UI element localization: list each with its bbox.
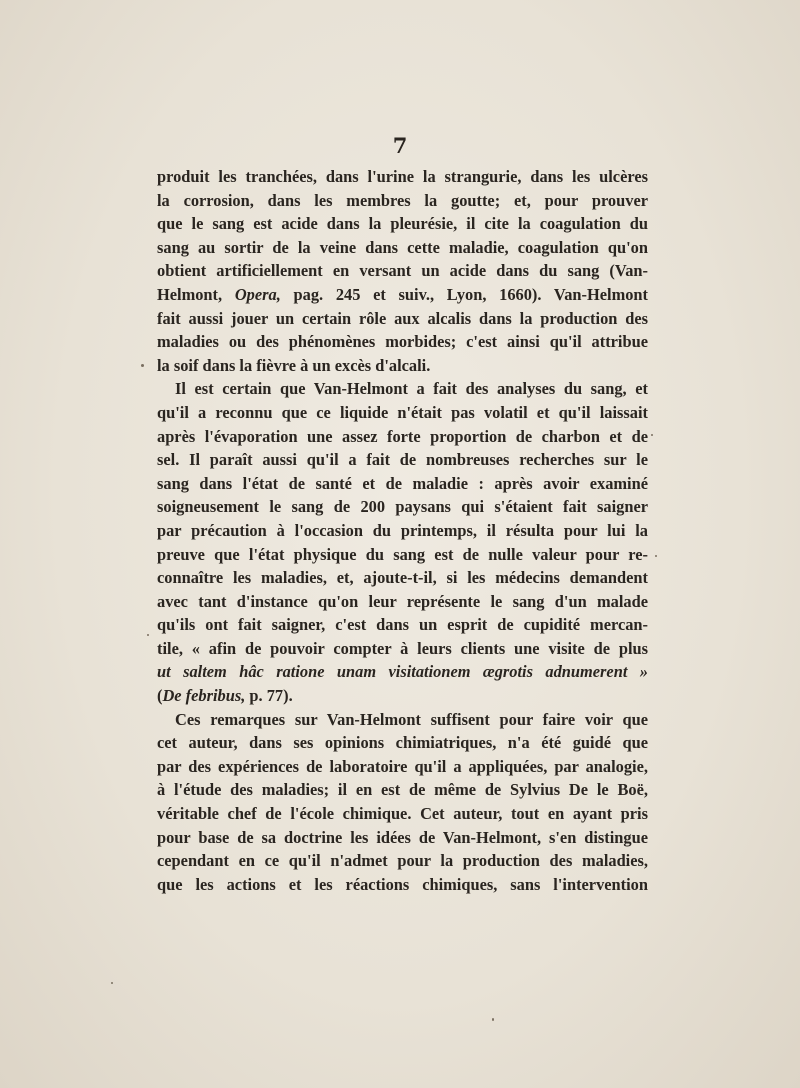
paragraph-start: Il est certain que Van-Helmont a fait des analyses du sang, et — [175, 379, 648, 399]
text-line: obtient artificiellement en versant un acide dans du sang (Van- — [157, 261, 648, 281]
text-line-citation — [157, 283, 648, 307]
paper-speck — [492, 1018, 494, 1021]
reference-rest: p. 77). — [245, 686, 293, 706]
text-line: cependant en ce qu'il n'admet pour la production des maladies, — [157, 851, 648, 871]
text-line: après l'évaporation une assez forte proportion de charbon et de — [157, 426, 648, 446]
citation-title: Opera, — [234, 284, 281, 304]
paper-speck — [111, 982, 113, 984]
text-line: véritable chef de l'école chimique. Cet auteur, tout en ayant pris — [157, 804, 648, 824]
paper-speck — [655, 555, 657, 557]
paper-speck — [141, 364, 144, 367]
text-line-reference — [157, 684, 648, 708]
text-line: connaître les maladies, et, ajoute-t-il, si les médecins demandent — [157, 568, 648, 588]
text-line: avec tant d'instance qu'on leur représente le sang d'un malade — [157, 591, 648, 611]
paper-speck — [651, 434, 653, 436]
citation-rest: pag. 245 et suiv., Lyon, 1660). Van-Helmont — [280, 284, 648, 304]
paper-speck — [147, 634, 149, 636]
text-line: soigneusement le sang de 200 paysans qui s'étaient fait saigner — [157, 497, 648, 517]
text-line: que les actions et les réactions chimiques, sans l'intervention — [157, 874, 648, 894]
text-line: cet auteur, dans ses opinions chimiatriques, n'a été guidé que — [157, 733, 648, 753]
citation-author: Helmont, — [157, 284, 235, 304]
body-text — [157, 165, 648, 896]
text-line: tile, « afin de pouvoir compter à leurs clients une visite de plus — [157, 638, 648, 658]
text-line: la corrosion, dans les membres la goutte; et, pour prouver — [157, 190, 648, 210]
paragraph-start: Ces remarques sur Van-Helmont suffisent pour faire voir que — [175, 709, 648, 729]
text-line: par des expériences de laboratoire qu'il a appliquées, par analogie, — [157, 756, 648, 776]
text-line: sel. Il paraît aussi qu'il a fait de nombreuses recherches sur le — [157, 450, 648, 470]
text-line: maladies ou des phénomènes morbides; c'est ainsi qu'il attribue — [157, 332, 648, 352]
text-line: par précaution à l'occasion du printemps, il résulta pour lui la — [157, 520, 648, 540]
text-line: fait aussi jouer un certain rôle aux alcalis dans la production des — [157, 308, 648, 328]
text-line: produit les tranchées, dans l'urine la strangurie, dans les ulcères — [157, 167, 648, 186]
latin-quote-line — [157, 660, 648, 684]
page-number: 7 — [392, 133, 408, 158]
text-line: à l'étude des maladies; il en est de même de Sylvius De le Boë, — [157, 780, 648, 800]
text-line: sang au sortir de la veine dans cette maladie, coagulation qu'on — [157, 237, 648, 257]
latin-quote: ut saltem hâc ratione unam visitationem ægrotis adnumerent » — [157, 662, 648, 682]
text-line: qu'il a reconnu que ce liquide n'était pas volatil et qu'il laissait — [157, 402, 648, 422]
reference-open-paren: ( — [157, 686, 163, 706]
text-line: qu'ils ont fait saigner, c'est dans un esprit de cupidité mercan- — [157, 615, 648, 635]
text-line: que le sang est acide dans la pleurésie, il cite la coagulation du — [157, 214, 648, 234]
text-line: la soif dans la fièvre à un excès d'alcali. — [157, 355, 431, 375]
reference-title: De febribus, — [162, 686, 246, 706]
text-line: preuve que l'état physique du sang est de nulle valeur pour re- — [157, 544, 648, 564]
text-line: pour base de sa doctrine les idées de Van-Helmont, s'en distingue — [157, 827, 648, 847]
text-line: sang dans l'état de santé et de maladie : après avoir examiné — [157, 473, 648, 493]
